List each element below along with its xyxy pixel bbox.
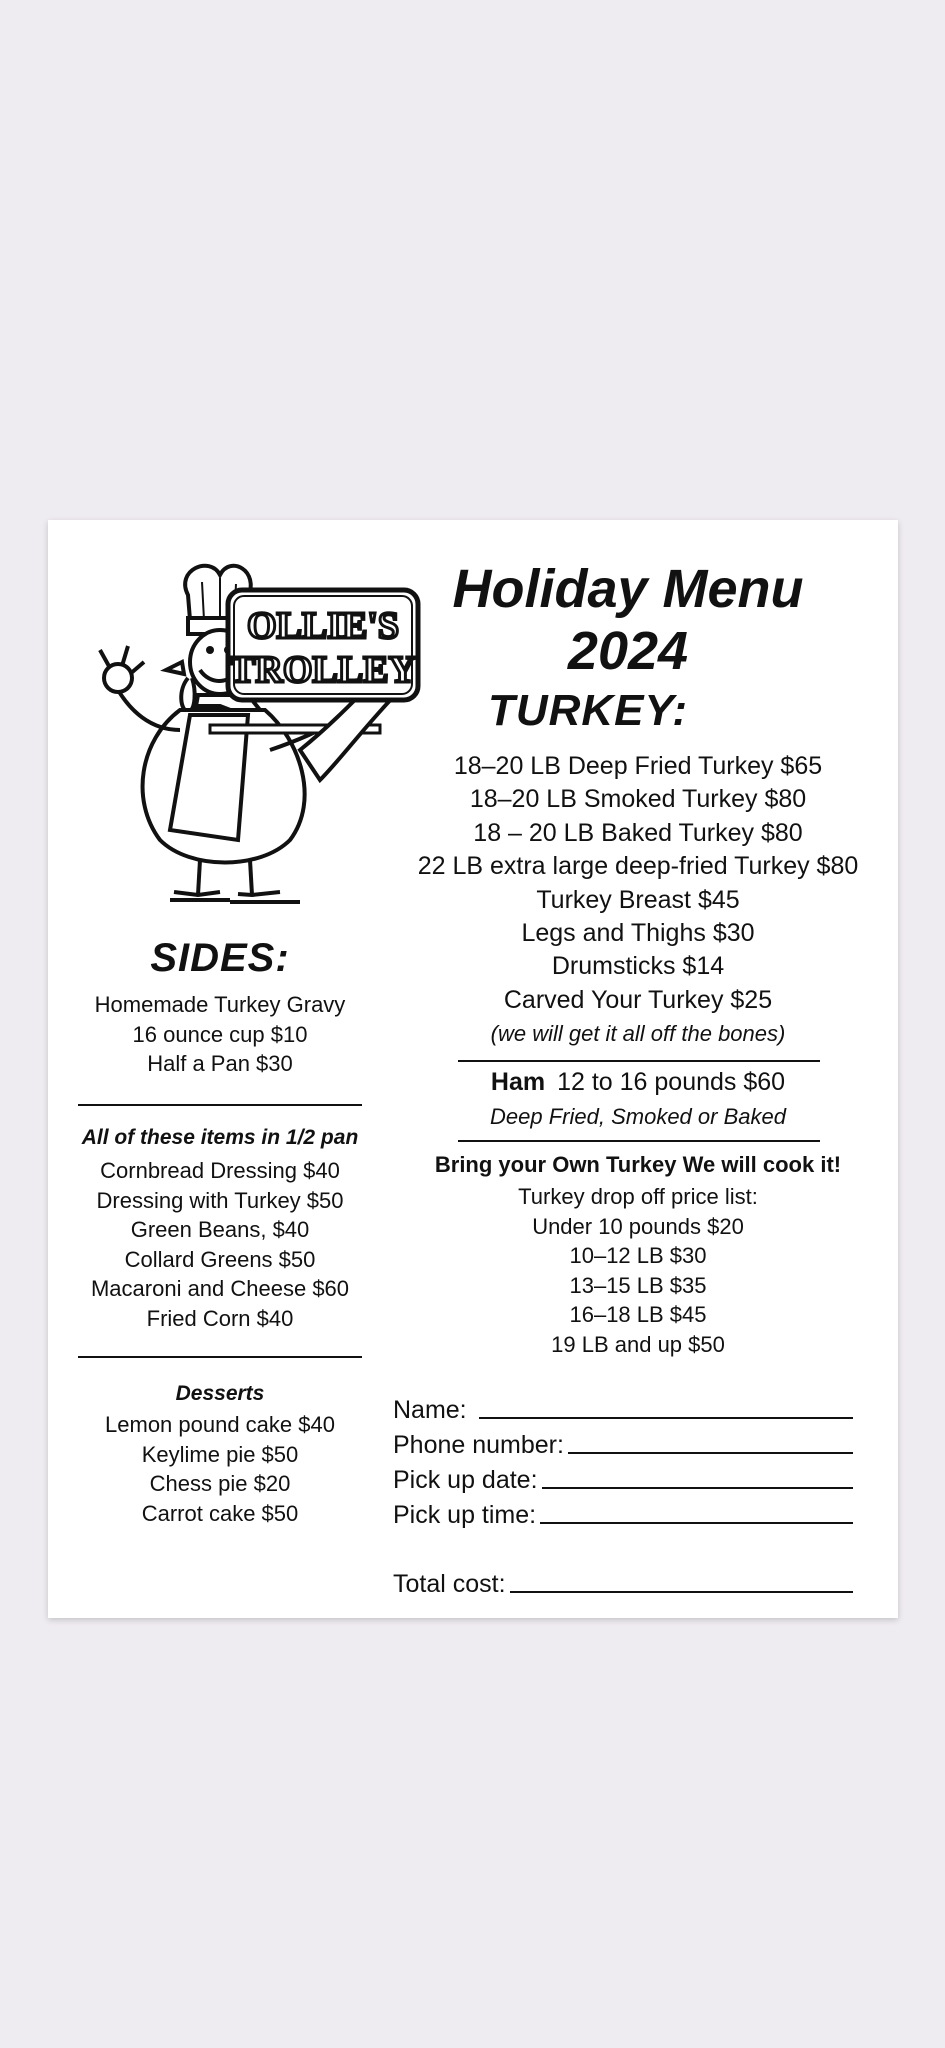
desserts-heading: Desserts [175,1382,265,1405]
side-item: Half a Pan $30 [147,1051,293,1077]
divider [78,1104,362,1106]
ham-line [388,1068,888,1097]
dessert-item: Carrot cake $50 [141,1500,299,1526]
sides-list [70,990,370,1079]
pan-item: Green Beans, $40 [130,1217,310,1243]
dessert-item: Chess pie $20 [149,1471,291,1497]
drop-off-list [388,1182,888,1359]
pickup-time-row [393,1495,853,1530]
pickup-date-field[interactable] [542,1487,853,1489]
name-row [393,1390,853,1425]
drop-off-item: 10–12 LB $30 [569,1243,707,1268]
pan-item: Macaroni and Cheese $60 [90,1276,350,1302]
pickup-time-label: Pick up time: [393,1501,537,1529]
name-field[interactable] [479,1417,853,1419]
turkey-heading: TURKEY: [487,686,689,735]
ham-label: Ham [490,1068,546,1096]
turkey-list [388,750,888,1051]
total-label: Total cost: [393,1570,506,1598]
turkey-item: 22 LB extra large deep-fried Turkey $80 [417,852,859,881]
half-pan-list [70,1156,370,1334]
ham-detail: 12 to 16 pounds $60 [557,1068,786,1096]
side-item: Homemade Turkey Gravy [94,992,346,1017]
drop-off-item: Turkey drop off price list: [518,1184,758,1209]
pan-item: Collard Greens $50 [124,1246,316,1272]
dessert-item: Keylime pie $50 [141,1441,299,1467]
turkey-note: (we will get it all off the bones) [490,1021,786,1047]
turkey-item: 18–20 LB Smoked Turkey $80 [469,785,807,814]
desserts-list [70,1410,370,1528]
ham-options: Deep Fried, Smoked or Baked [490,1104,786,1129]
pickup-date-label: Pick up date: [393,1466,538,1494]
side-item: 16 ounce cup $10 [132,1021,308,1047]
turkey-item: 18 – 20 LB Baked Turkey $80 [473,818,803,847]
pan-item: Fried Corn $40 [146,1305,294,1331]
dessert-item: Lemon pound cake $40 [105,1412,335,1437]
sides-heading: SIDES: [150,936,290,980]
phone-field[interactable] [568,1452,853,1454]
logo-text-line2: TROLLEY [230,649,416,691]
turkey-item: Legs and Thighs $30 [521,919,755,948]
menu-title-year: 2024 [567,621,689,681]
pan-item: Dressing with Turkey $50 [96,1187,344,1213]
menu-title-line1: Holiday Menu [452,559,804,619]
drop-off-item: 13–15 LB $35 [569,1272,707,1298]
divider [458,1060,820,1062]
turkey-item: 18–20 LB Deep Fried Turkey $65 [453,752,823,780]
bring-own-turkey: Bring your Own Turkey We will cook it! [434,1152,842,1177]
pickup-date-row [393,1460,853,1495]
pickup-time-field[interactable] [540,1522,853,1524]
menu-sheet [48,520,898,1618]
logo-text-line1: OLLIE'S [246,605,400,647]
half-pan-heading: All of these items in 1/2 pan [81,1126,359,1149]
phone-label: Phone number: [393,1431,564,1459]
name-label: Name: [393,1396,467,1424]
phone-row [393,1425,853,1460]
order-form [393,1390,853,1599]
pan-item: Cornbread Dressing $40 [100,1158,340,1183]
drop-off-item: Under 10 pounds $20 [532,1213,744,1239]
turkey-item: Turkey Breast $45 [536,885,740,914]
turkey-item: Drumsticks $14 [551,952,725,981]
drop-off-item: 16–18 LB $45 [569,1302,707,1327]
total-field[interactable] [510,1591,853,1593]
drop-off-item: 19 LB and up $50 [551,1331,725,1357]
divider [78,1356,362,1358]
turkey-item: Carved Your Turkey $25 [503,985,773,1014]
menu-title [388,558,868,682]
total-row [393,1564,853,1599]
divider [458,1140,820,1142]
